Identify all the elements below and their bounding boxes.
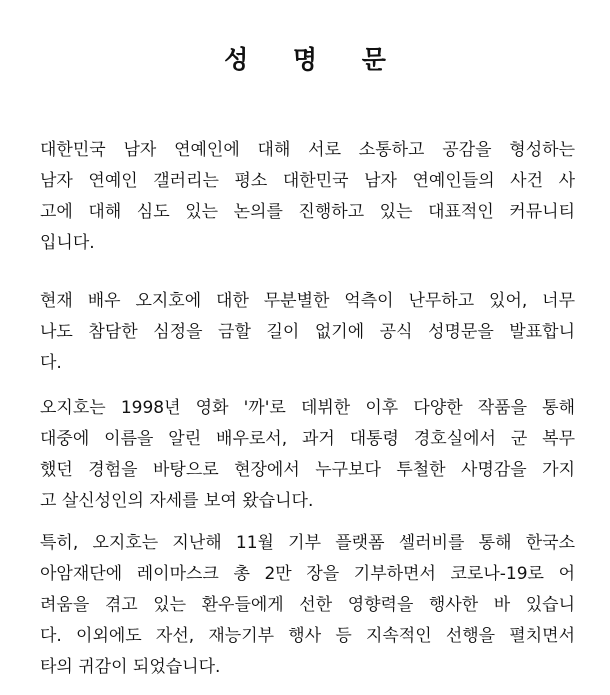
document-title: 성 명 문 — [224, 45, 404, 74]
paragraph-purpose — [40, 286, 575, 379]
text-line: 특히, 오지호는 지난해 11월 기부 플랫폼 셀러비를 통해 한국소 — [40, 533, 575, 553]
text-line: 오지호는 1998년 영화 '까'로 데뷔한 이후 다양한 작품을 통해 — [40, 398, 575, 418]
text-line: 나도 참담한 심정을 금할 길이 없기에 공식 성명문을 발표합니 — [40, 322, 575, 342]
text-line: 입니다. — [40, 233, 95, 253]
text-line: 했던 경험을 바탕으로 현장에서 누구보다 투철한 사명감을 가지 — [40, 460, 575, 480]
text-line: 다. 이외에도 자선, 재능기부 행사 등 지속적인 선행을 펼치면서 — [40, 626, 575, 646]
text-line: 대한민국 남자 연예인에 대해 서로 소통하고 공감을 형성하는 — [40, 140, 575, 160]
text-line: 현재 배우 오지호에 대한 무분별한 억측이 난무하고 있어, 너무 — [40, 291, 575, 311]
text-line: 려움을 겪고 있는 환우들에게 선한 영향력을 행사한 바 있습니 — [40, 595, 575, 615]
text-line: 아암재단에 레이마스크 총 2만 장을 기부하면서 코로나-19로 어 — [40, 564, 575, 584]
paragraph-donation — [40, 528, 575, 683]
text-line: 남자 연예인 갤러리는 평소 대한민국 남자 연예인들의 사건 사 — [40, 171, 575, 191]
paragraph-introduction — [40, 135, 575, 259]
text-line: 대중에 이름을 알린 배우로서, 과거 대통령 경호실에서 군 복무 — [40, 429, 575, 449]
text-line: 다. — [40, 353, 62, 373]
text-line: 고 살신성인의 자세를 보여 왔습니다. — [40, 491, 314, 511]
text-line: 타의 귀감이 되었습니다. — [40, 657, 221, 677]
paragraph-career — [40, 393, 575, 517]
text-line: 고에 대해 심도 있는 논의를 진행하고 있는 대표적인 커뮤니티 — [40, 202, 575, 222]
